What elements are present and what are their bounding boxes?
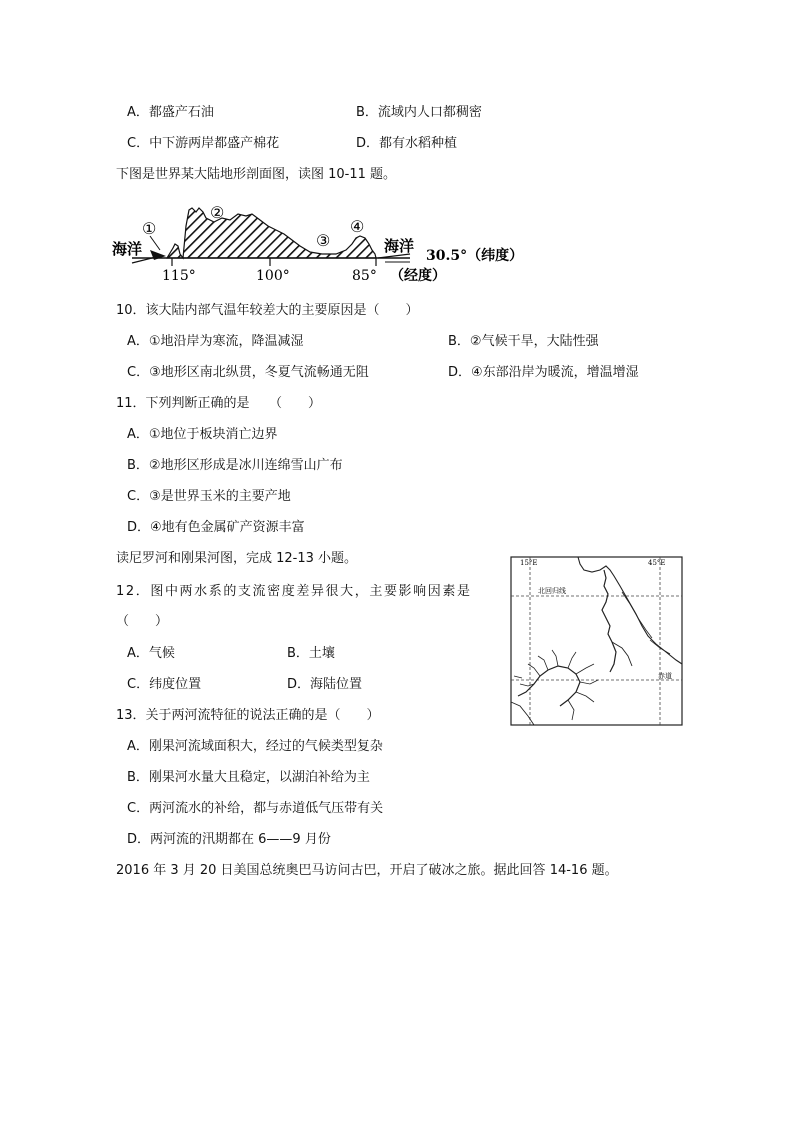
lon-85-label: 85° (352, 268, 377, 284)
q10-option-d[interactable]: D．④东部沿岸为暖流，增温增湿 (448, 365, 639, 380)
ocean-right-label: 海洋 (384, 237, 415, 255)
q9-option-a[interactable]: A．都盛产石油 (127, 105, 214, 120)
profile-marker-4: ④ (350, 217, 365, 236)
q9-option-c[interactable]: C．中下游两岸都盛产棉花 (127, 136, 280, 151)
q12-stem: 12．图中两水系的支流密度差异很大，主要影响因素是 (116, 584, 472, 599)
terrain-profile-figure (110, 196, 530, 288)
latitude-label: 30.5°（纬度） (426, 248, 524, 264)
intro-12-13: 读尼罗河和刚果河图，完成 12-13 小题。 (116, 551, 358, 566)
q12-option-a[interactable]: A．气候 (127, 646, 175, 661)
q12-paren: （ ） (116, 614, 169, 629)
q13-option-c[interactable]: C．两河流水的补给，都与赤道低气压带有关 (127, 801, 384, 816)
q9-option-b[interactable]: B．流域内人口都稠密 (356, 105, 482, 120)
q10-option-b[interactable]: B．②气候干旱，大陆性强 (448, 334, 599, 349)
intro-14-16: 2016 年 3 月 20 日美国总统奥巴马访问古巴，开启了破冰之旅。据此回答 14-16 题。 (116, 863, 618, 878)
q13-option-a[interactable]: A．刚果河流域面积大，经过的气候类型复杂 (127, 739, 383, 754)
lon-115-label: 115° (162, 268, 196, 284)
q11-option-c[interactable]: C．③是世界玉米的主要产地 (127, 489, 291, 504)
ocean-left-label: 海洋 (112, 240, 143, 258)
q13-option-d[interactable]: D．两河流的汛期都在 6——9 月份 (127, 832, 331, 847)
map-lon-left: 15°E (520, 559, 538, 567)
q13-option-b[interactable]: B．刚果河水量大且稳定，以湖泊补给为主 (127, 770, 370, 785)
q10-stem: 10．该大陆内部气温年较差大的主要原因是（ ） (116, 303, 419, 318)
q10-option-c[interactable]: C．③地形区南北纵贯，冬夏气流畅通无阻 (127, 365, 369, 380)
profile-marker-3: ③ (316, 231, 331, 250)
profile-marker-2: ② (210, 203, 225, 222)
lon-100-label: 100° (256, 268, 290, 284)
map-equator-label: 赤道 (658, 672, 672, 680)
q12-option-c[interactable]: C．纬度位置 (127, 677, 202, 692)
q9-option-d[interactable]: D．都有水稻种植 (356, 136, 458, 151)
q11-option-a[interactable]: A．①地位于板块消亡边界 (127, 427, 278, 442)
q13-stem: 13．关于两河流特征的说法正确的是（ ） (116, 708, 380, 723)
nile-congo-map (510, 556, 683, 726)
q11-option-d[interactable]: D．④地有色金属矿产资源丰富 (127, 520, 305, 535)
longitude-label: （经度） (390, 268, 446, 284)
q11-stem: 11．下列判断正确的是 （ ） (116, 396, 322, 411)
q10-option-a[interactable]: A．①地沿岸为寒流，降温减湿 (127, 334, 304, 349)
q12-option-d[interactable]: D．海陆位置 (287, 677, 363, 692)
map-lon-right: 45°E (648, 559, 666, 567)
intro-10-11: 下图是世界某大陆地形剖面图，读图 10-11 题。 (116, 167, 397, 182)
q11-option-b[interactable]: B．②地形区形成是冰川连绵雪山广布 (127, 458, 343, 473)
terrain-shape (167, 208, 376, 258)
profile-marker-1: ① (142, 219, 157, 238)
map-tropic-label: 北回归线 (538, 587, 566, 595)
q12-option-b[interactable]: B．土壤 (287, 646, 335, 661)
